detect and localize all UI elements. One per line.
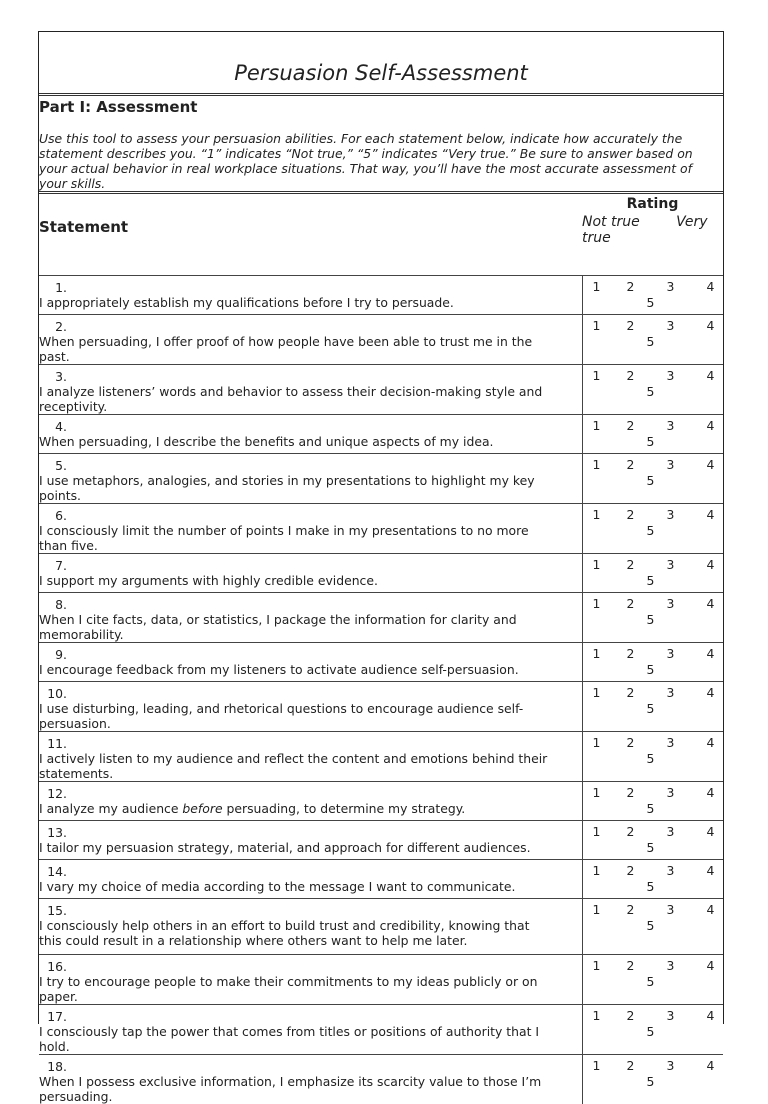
rating-option-4[interactable]: 4 bbox=[707, 557, 715, 572]
rating-option-2[interactable]: 2 bbox=[627, 457, 635, 472]
rating-option-2[interactable]: 2 bbox=[627, 418, 635, 433]
part-section bbox=[39, 98, 723, 194]
statement-cell bbox=[39, 732, 582, 782]
rating-option-2[interactable]: 2 bbox=[627, 368, 635, 383]
statement-text-part: I analyze listeners’ words and behavior to assess their decision-making style and receptivity. bbox=[39, 384, 542, 414]
statement-number: 13. bbox=[39, 825, 73, 840]
table-row bbox=[39, 782, 723, 821]
statement-cell bbox=[39, 782, 582, 821]
rating-option-1[interactable]: 1 bbox=[593, 824, 601, 839]
statement-number: 10. bbox=[39, 686, 73, 701]
rating-option-4[interactable]: 4 bbox=[707, 1058, 715, 1073]
table-row bbox=[39, 415, 723, 454]
rating-option-5[interactable]: 5 bbox=[647, 751, 655, 766]
title-box bbox=[39, 32, 723, 96]
rating-option-4[interactable]: 4 bbox=[707, 457, 715, 472]
statement-number: 2. bbox=[39, 319, 73, 334]
statement-number: 17. bbox=[39, 1009, 73, 1024]
rating-option-5[interactable]: 5 bbox=[647, 662, 655, 677]
rating-option-2[interactable]: 2 bbox=[627, 735, 635, 750]
statement-text-part: I support my arguments with highly credible evidence. bbox=[39, 573, 378, 588]
statement-text bbox=[39, 751, 549, 781]
rating-option-5[interactable]: 5 bbox=[647, 434, 655, 449]
table-row bbox=[39, 454, 723, 504]
rating-option-3[interactable]: 3 bbox=[667, 863, 675, 878]
rating-option-2[interactable]: 2 bbox=[627, 318, 635, 333]
statement-cell bbox=[39, 415, 582, 454]
statement-cell bbox=[39, 593, 582, 643]
statement-text bbox=[39, 612, 549, 642]
rating-cell bbox=[582, 955, 723, 1005]
statement-text-part: I consciously limit the number of points I make in my presentations to no more than five. bbox=[39, 523, 529, 553]
statement-text bbox=[39, 801, 549, 816]
rating-option-1[interactable]: 1 bbox=[593, 685, 601, 700]
table-row bbox=[39, 955, 723, 1005]
statement-number: 8. bbox=[39, 597, 73, 612]
statement-cell bbox=[39, 315, 582, 365]
rating-option-1[interactable]: 1 bbox=[593, 279, 601, 294]
rating-option-4[interactable]: 4 bbox=[707, 902, 715, 917]
rating-cell bbox=[582, 315, 723, 365]
rating-cell bbox=[582, 682, 723, 732]
statement-text bbox=[39, 1074, 549, 1104]
statement-number: 18. bbox=[39, 1059, 73, 1074]
table-row bbox=[39, 276, 723, 315]
statement-text bbox=[39, 473, 549, 503]
statement-number: 9. bbox=[39, 647, 73, 662]
rating-option-3[interactable]: 3 bbox=[667, 785, 675, 800]
statement-number: 3. bbox=[39, 369, 73, 384]
table-header bbox=[39, 194, 723, 276]
rating-option-3[interactable]: 3 bbox=[667, 958, 675, 973]
rating-option-2[interactable]: 2 bbox=[627, 902, 635, 917]
rating-cell bbox=[582, 899, 723, 955]
statement-text bbox=[39, 701, 549, 731]
rating-cell bbox=[582, 1005, 723, 1055]
rating-option-4[interactable]: 4 bbox=[707, 596, 715, 611]
statement-number: 14. bbox=[39, 864, 73, 879]
rating-option-1[interactable]: 1 bbox=[593, 557, 601, 572]
rating-option-5[interactable]: 5 bbox=[647, 1024, 655, 1039]
statement-text-part: I encourage feedback from my listeners to activate audience self-persuasion. bbox=[39, 662, 519, 677]
rating-option-2[interactable]: 2 bbox=[627, 824, 635, 839]
rating-option-1[interactable]: 1 bbox=[593, 958, 601, 973]
rating-cell bbox=[582, 593, 723, 643]
statement-number: 6. bbox=[39, 508, 73, 523]
rating-option-1[interactable]: 1 bbox=[593, 902, 601, 917]
rating-cell bbox=[582, 365, 723, 415]
statement-cell bbox=[39, 365, 582, 415]
rating-option-1[interactable]: 1 bbox=[593, 863, 601, 878]
statement-text-part: I use metaphors, analogies, and stories in my presentations to highlight my key points. bbox=[39, 473, 535, 503]
rating-option-3[interactable]: 3 bbox=[667, 557, 675, 572]
rating-option-1[interactable]: 1 bbox=[593, 735, 601, 750]
statement-text bbox=[39, 662, 549, 677]
statement-text-part: I consciously help others in an effort to build trust and credibility, knowing that this could result in a relationship where others want to help me later. bbox=[39, 918, 529, 948]
rating-title: Rating bbox=[582, 196, 723, 212]
rating-cell bbox=[582, 821, 723, 860]
rating-option-5[interactable]: 5 bbox=[647, 701, 655, 716]
statement-text bbox=[39, 974, 549, 1004]
statement-text bbox=[39, 918, 549, 948]
statement-text bbox=[39, 334, 549, 364]
rating-option-3[interactable]: 3 bbox=[667, 279, 675, 294]
part-heading: Part I: Assessment bbox=[39, 98, 723, 116]
statement-text bbox=[39, 1024, 549, 1054]
rating-option-3[interactable]: 3 bbox=[667, 685, 675, 700]
rating-option-3[interactable]: 3 bbox=[667, 646, 675, 661]
table-row bbox=[39, 732, 723, 782]
statement-text-part: I analyze my audience bbox=[39, 801, 182, 816]
rating-option-4[interactable]: 4 bbox=[707, 279, 715, 294]
statement-number: 1. bbox=[39, 280, 73, 295]
statement-text bbox=[39, 434, 549, 449]
statement-cell bbox=[39, 1055, 582, 1104]
rating-option-1[interactable]: 1 bbox=[593, 507, 601, 522]
statement-number: 16. bbox=[39, 959, 73, 974]
table-row bbox=[39, 682, 723, 732]
rating-option-3[interactable]: 3 bbox=[667, 457, 675, 472]
rating-option-3[interactable]: 3 bbox=[667, 507, 675, 522]
statement-text-part: I actively listen to my audience and reflect the content and emotions behind their statements. bbox=[39, 751, 547, 781]
rating-high-label: Very bbox=[676, 214, 707, 230]
rating-option-1[interactable]: 1 bbox=[593, 418, 601, 433]
rating-option-5[interactable]: 5 bbox=[647, 473, 655, 488]
statement-cell bbox=[39, 276, 582, 315]
rating-cell bbox=[582, 860, 723, 899]
table-row bbox=[39, 315, 723, 365]
rating-cell bbox=[582, 732, 723, 782]
rating-cell bbox=[582, 276, 723, 315]
table-row bbox=[39, 554, 723, 593]
statement-text-part: persuading, to determine my strategy. bbox=[223, 801, 466, 816]
rating-option-2[interactable]: 2 bbox=[627, 1058, 635, 1073]
statement-cell bbox=[39, 899, 582, 955]
rating-option-2[interactable]: 2 bbox=[627, 785, 635, 800]
rating-low-label: Not true bbox=[582, 214, 640, 230]
statement-text-part: When I possess exclusive information, I emphasize its scarcity value to those I’m persuading. bbox=[39, 1074, 541, 1104]
rating-option-5[interactable]: 5 bbox=[647, 1074, 655, 1089]
statement-number: 12. bbox=[39, 786, 73, 801]
statement-cell bbox=[39, 554, 582, 593]
rating-option-5[interactable]: 5 bbox=[647, 523, 655, 538]
rating-option-4[interactable]: 4 bbox=[707, 824, 715, 839]
statement-text bbox=[39, 840, 549, 855]
statement-text-part: I try to encourage people to make their commitments to my ideas publicly or on paper. bbox=[39, 974, 537, 1004]
rating-cell bbox=[582, 415, 723, 454]
statement-cell bbox=[39, 1005, 582, 1055]
statement-text-part: I appropriately establish my qualifications before I try to persuade. bbox=[39, 295, 454, 310]
statement-text-part: When I cite facts, data, or statistics, I package the information for clarity and memorability. bbox=[39, 612, 517, 642]
statement-text-part: I use disturbing, leading, and rhetorical questions to encourage audience self-persuasion. bbox=[39, 701, 523, 731]
statement-text-part: I consciously tap the power that comes from titles or positions of authority that I hold. bbox=[39, 1024, 539, 1054]
rating-option-5[interactable]: 5 bbox=[647, 295, 655, 310]
statement-number: 7. bbox=[39, 558, 73, 573]
rating-option-3[interactable]: 3 bbox=[667, 318, 675, 333]
rating-option-5[interactable]: 5 bbox=[647, 918, 655, 933]
rating-option-4[interactable]: 4 bbox=[707, 685, 715, 700]
table-row bbox=[39, 593, 723, 643]
statement-emphasis: before bbox=[182, 801, 222, 816]
rating-cell bbox=[582, 643, 723, 682]
rating-option-5[interactable]: 5 bbox=[647, 384, 655, 399]
rating-option-3[interactable]: 3 bbox=[667, 596, 675, 611]
rating-option-3[interactable]: 3 bbox=[667, 368, 675, 383]
statement-number: 5. bbox=[39, 458, 73, 473]
rating-option-4[interactable]: 4 bbox=[707, 735, 715, 750]
assessment-table bbox=[39, 194, 723, 1104]
rating-option-5[interactable]: 5 bbox=[647, 840, 655, 855]
table-row bbox=[39, 504, 723, 554]
statement-cell bbox=[39, 643, 582, 682]
rating-option-2[interactable]: 2 bbox=[627, 863, 635, 878]
rating-header bbox=[582, 194, 723, 276]
table-row bbox=[39, 821, 723, 860]
statement-cell bbox=[39, 504, 582, 554]
statement-text-part: I vary my choice of media according to the message I want to communicate. bbox=[39, 879, 515, 894]
rating-option-1[interactable]: 1 bbox=[593, 785, 601, 800]
rating-cell bbox=[582, 554, 723, 593]
rating-option-2[interactable]: 2 bbox=[627, 958, 635, 973]
table-row bbox=[39, 899, 723, 955]
rating-option-1[interactable]: 1 bbox=[593, 1008, 601, 1023]
rating-option-4[interactable]: 4 bbox=[707, 418, 715, 433]
statement-cell bbox=[39, 955, 582, 1005]
statement-text-part: When persuading, I describe the benefits and unique aspects of my idea. bbox=[39, 434, 493, 449]
rating-option-4[interactable]: 4 bbox=[707, 507, 715, 522]
statement-cell bbox=[39, 682, 582, 732]
statement-text-part: When persuading, I offer proof of how people have been able to trust me in the past. bbox=[39, 334, 532, 364]
rating-option-3[interactable]: 3 bbox=[667, 824, 675, 839]
rating-option-2[interactable]: 2 bbox=[627, 685, 635, 700]
rating-cell bbox=[582, 454, 723, 504]
rating-high-label-cont: true bbox=[582, 230, 611, 246]
statement-number: 4. bbox=[39, 419, 73, 434]
rating-option-2[interactable]: 2 bbox=[627, 507, 635, 522]
statement-number: 15. bbox=[39, 903, 73, 918]
rating-cell bbox=[582, 1055, 723, 1104]
rating-option-2[interactable]: 2 bbox=[627, 557, 635, 572]
rating-option-2[interactable]: 2 bbox=[627, 596, 635, 611]
rating-option-1[interactable]: 1 bbox=[593, 1058, 601, 1073]
rating-option-2[interactable]: 2 bbox=[627, 1008, 635, 1023]
rating-option-1[interactable]: 1 bbox=[593, 368, 601, 383]
rating-option-4[interactable]: 4 bbox=[707, 958, 715, 973]
rating-scale-labels bbox=[582, 214, 723, 246]
statement-text bbox=[39, 384, 549, 414]
statement-text bbox=[39, 295, 549, 310]
rating-option-5[interactable]: 5 bbox=[647, 334, 655, 349]
rating-cell bbox=[582, 782, 723, 821]
rating-option-3[interactable]: 3 bbox=[667, 418, 675, 433]
table-row bbox=[39, 1055, 723, 1104]
rating-cell bbox=[582, 504, 723, 554]
rating-option-5[interactable]: 5 bbox=[647, 974, 655, 989]
statement-header: Statement bbox=[39, 194, 582, 276]
table-row bbox=[39, 365, 723, 415]
rating-option-1[interactable]: 1 bbox=[593, 646, 601, 661]
statement-text bbox=[39, 879, 549, 894]
rating-option-3[interactable]: 3 bbox=[667, 1058, 675, 1073]
statement-text bbox=[39, 573, 549, 588]
rating-option-2[interactable]: 2 bbox=[627, 646, 635, 661]
statement-text-part: I tailor my persuasion strategy, material, and approach for different audiences. bbox=[39, 840, 531, 855]
rating-option-3[interactable]: 3 bbox=[667, 1008, 675, 1023]
statement-text bbox=[39, 523, 549, 553]
assessment-form bbox=[38, 31, 724, 1024]
rating-option-1[interactable]: 1 bbox=[593, 596, 601, 611]
rating-option-4[interactable]: 4 bbox=[707, 368, 715, 383]
rating-option-4[interactable]: 4 bbox=[707, 785, 715, 800]
rating-option-3[interactable]: 3 bbox=[667, 735, 675, 750]
rating-option-4[interactable]: 4 bbox=[707, 318, 715, 333]
intro-text: Use this tool to assess your persuasion abilities. For each statement below, indicate how accurately the statement describes you. “1” indicates “Not true,” “5” indicates “Very true.” Be sure to answer based on your actual behavior in real workplace situations. That way, you’ll have the most accurate assessment of your skills. bbox=[39, 131, 723, 191]
rating-option-1[interactable]: 1 bbox=[593, 318, 601, 333]
statement-cell bbox=[39, 454, 582, 504]
page-title: Persuasion Self-Assessment bbox=[234, 61, 528, 85]
rating-option-4[interactable]: 4 bbox=[707, 863, 715, 878]
statement-cell bbox=[39, 821, 582, 860]
rating-option-4[interactable]: 4 bbox=[707, 646, 715, 661]
table-row bbox=[39, 1005, 723, 1055]
rating-option-3[interactable]: 3 bbox=[667, 902, 675, 917]
rating-option-5[interactable]: 5 bbox=[647, 801, 655, 816]
table-row bbox=[39, 643, 723, 682]
rating-option-2[interactable]: 2 bbox=[627, 279, 635, 294]
rating-option-5[interactable]: 5 bbox=[647, 612, 655, 627]
rating-option-5[interactable]: 5 bbox=[647, 879, 655, 894]
rating-option-4[interactable]: 4 bbox=[707, 1008, 715, 1023]
statement-cell bbox=[39, 860, 582, 899]
table-row bbox=[39, 860, 723, 899]
statement-number: 11. bbox=[39, 736, 73, 751]
rating-option-5[interactable]: 5 bbox=[647, 573, 655, 588]
rating-option-1[interactable]: 1 bbox=[593, 457, 601, 472]
